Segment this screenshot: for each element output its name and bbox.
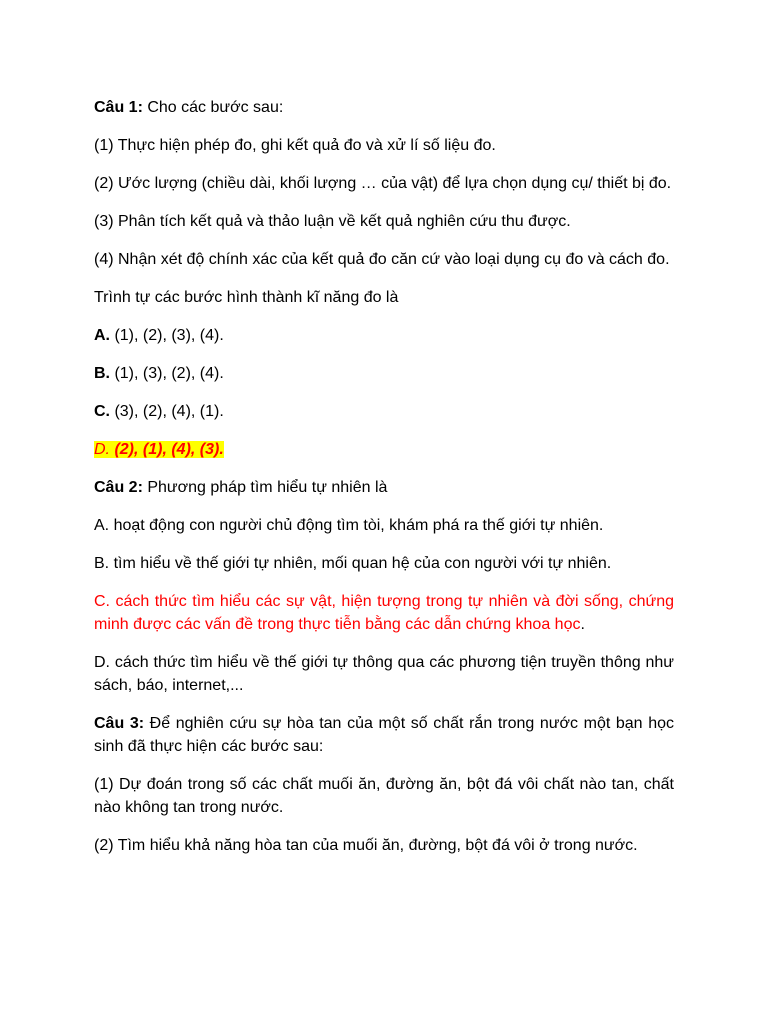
question-1-stem-text: Cho các bước sau: [142, 99, 284, 116]
option-text: (3), (2), (4), (1). [110, 403, 224, 420]
document-page [94, 96, 674, 872]
question-3-step-2: (2) Tìm hiểu khả năng hòa tan của muối ăn, đường, bột đá vôi ở trong nước. [94, 837, 638, 854]
option-letter: B. [94, 365, 110, 382]
question-2-option-d: D. cách thức tìm hiểu về thế giới tự thông qua các phương tiện truyền thông như sách, báo, internet,... [94, 654, 674, 694]
question-1-option-b [94, 362, 674, 385]
question-2-stem [94, 476, 674, 499]
question-2-label: Câu 2: [94, 479, 143, 496]
option-letter: C. [94, 403, 110, 420]
question-1-step-1: (1) Thực hiện phép đo, ghi kết quả đo và xử lí số liệu đo. [94, 137, 496, 154]
option-letter: D. [94, 441, 110, 458]
option-text: (1), (3), (2), (4). [110, 365, 224, 382]
answer-period: . [580, 616, 585, 633]
answer-text: C. cách thức tìm hiểu các sự vật, hiện tượng trong tự nhiên và đời sống, chứng minh được các vấn đề trong thực tiễn bằng các dẫn chứng khoa học [94, 593, 674, 633]
option-text: (1), (2), (3), (4). [110, 327, 224, 344]
question-3-step-1: (1) Dự đoán trong số các chất muối ăn, đường ăn, bột đá vôi chất nào tan, chất nào không tan trong nước. [94, 776, 674, 816]
question-1-option-a [94, 324, 674, 347]
question-3-stem-text: Để nghiên cứu sự hòa tan của một số chất rắn trong nước một bạn học sinh đã thực hiện các bước sau: [94, 715, 674, 755]
question-2-stem-text: Phương pháp tìm hiểu tự nhiên là [142, 479, 388, 496]
question-1-step-3: (3) Phân tích kết quả và thảo luận về kết quả nghiên cứu thu được. [94, 213, 571, 230]
question-1-step-2: (2) Ước lượng (chiều dài, khối lượng … của vật) để lựa chọn dụng cụ/ thiết bị đo. [94, 175, 672, 192]
question-2-option-b: B. tìm hiểu về thế giới tự nhiên, mối quan hệ của con người với tự nhiên. [94, 555, 612, 572]
question-1-prompt: Trình tự các bước hình thành kĩ năng đo là [94, 289, 399, 306]
question-1-stem [94, 96, 674, 119]
question-1-step-4: (4) Nhận xét độ chính xác của kết quả đo căn cứ vào loại dụng cụ đo và cách đo. [94, 251, 670, 268]
question-2-option-c-answer [94, 590, 674, 636]
question-3-label: Câu 3: [94, 715, 145, 732]
answer-highlight [94, 441, 224, 458]
question-1-option-d-answer [94, 438, 674, 461]
option-text: (2), (1), (4), (3). [110, 441, 224, 458]
question-1-option-c [94, 400, 674, 423]
option-letter: A. [94, 327, 110, 344]
question-3-stem [94, 712, 674, 758]
question-2-option-a: A. hoạt động con người chủ động tìm tòi, khám phá ra thế giới tự nhiên. [94, 517, 604, 534]
question-1-label: Câu 1: [94, 99, 143, 116]
